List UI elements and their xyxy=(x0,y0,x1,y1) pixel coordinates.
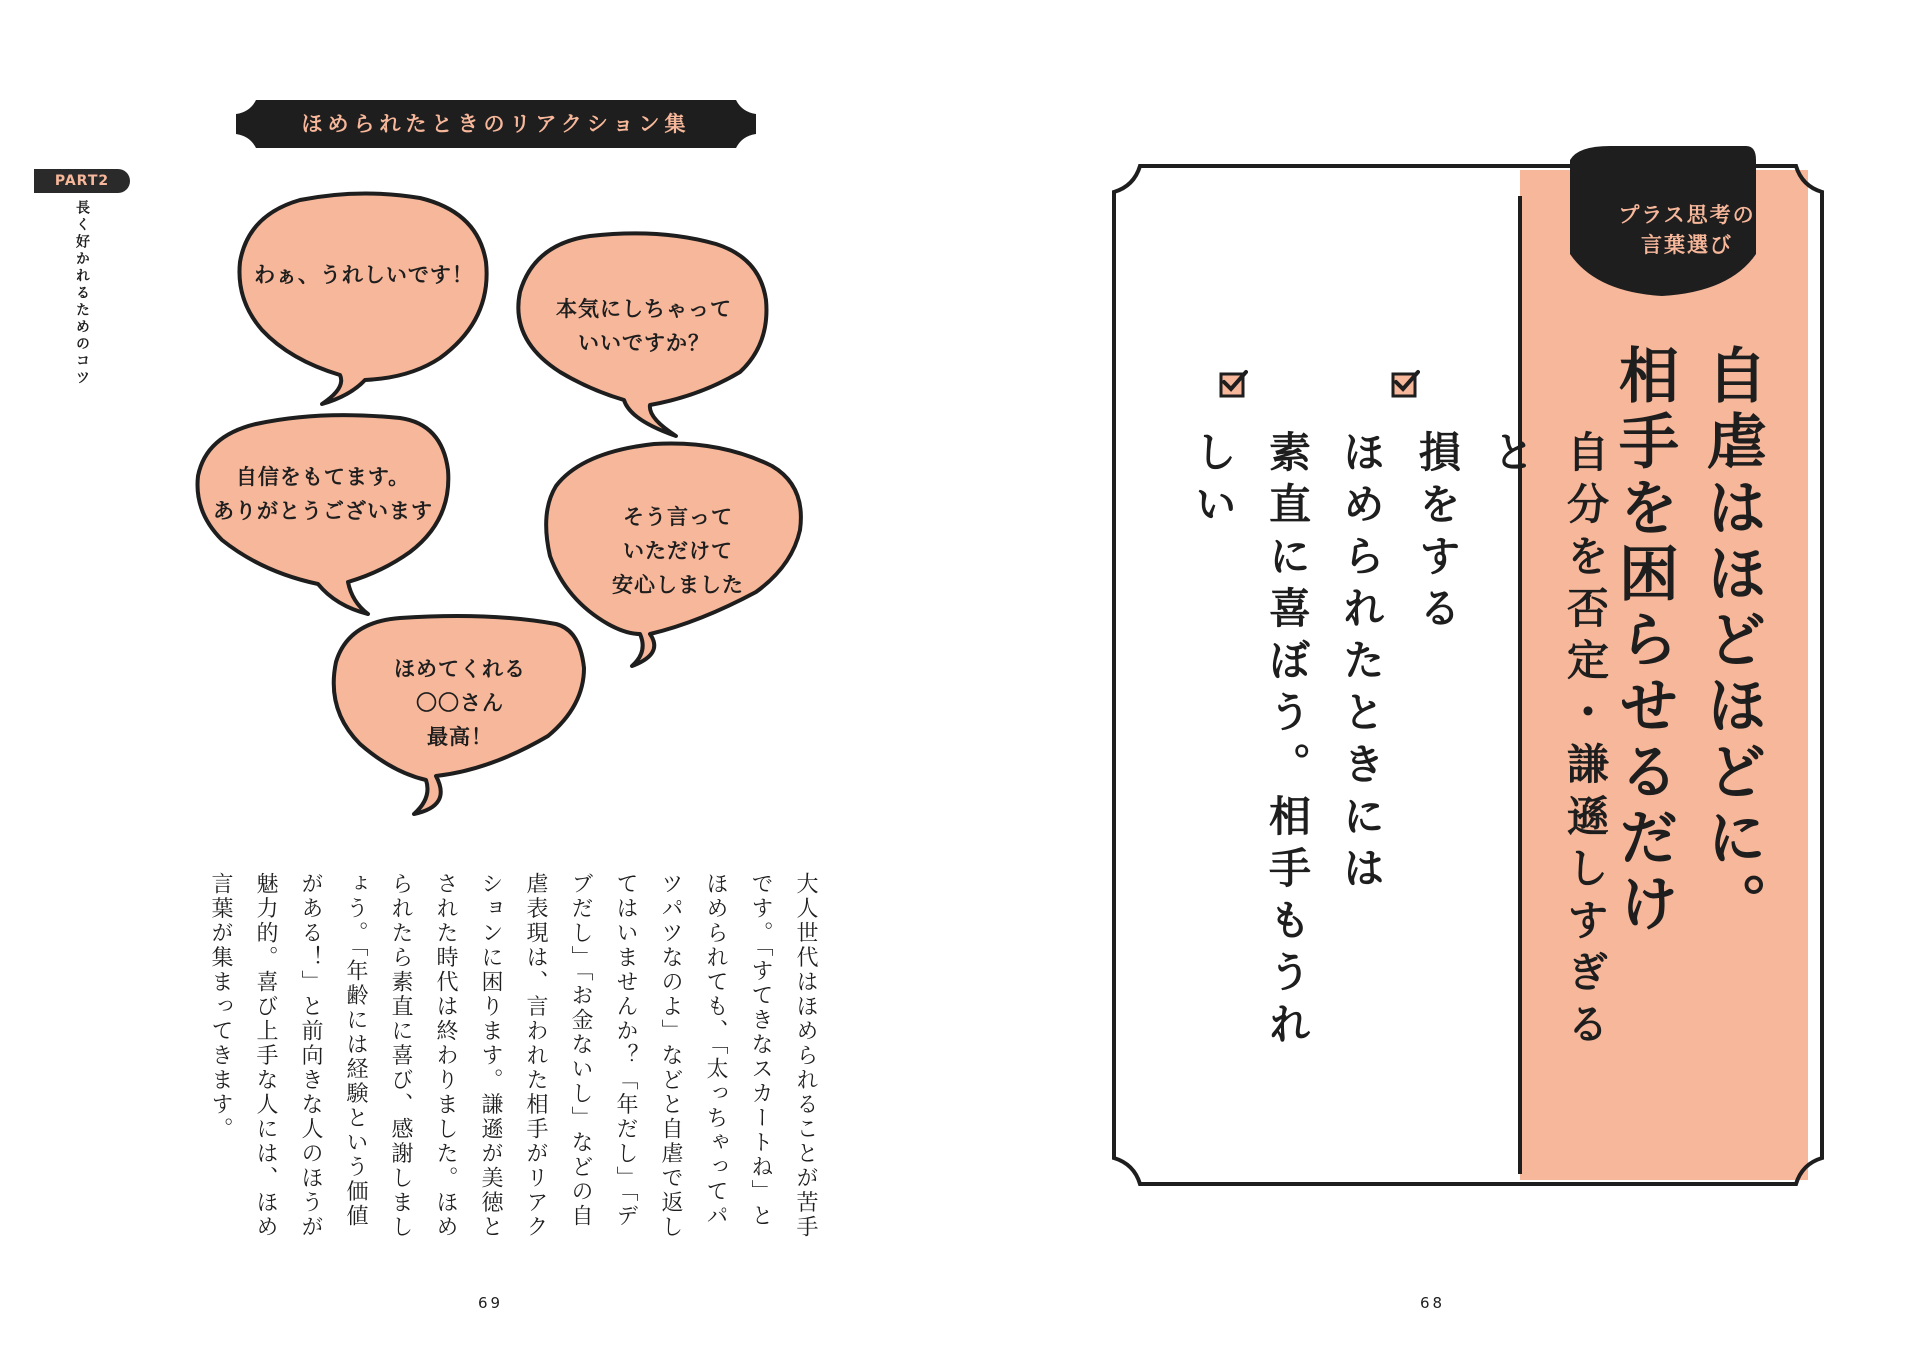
bubble-text-2: 本気にしちゃって いいですか？ xyxy=(556,297,732,355)
headline: 自虐はほどほどに。 相手を困らせるだけ xyxy=(1609,344,1767,938)
section-title: ほめられたときのリアクション集 xyxy=(301,112,691,136)
badge-label: プラス思考の 言葉選び xyxy=(1618,203,1756,257)
point-text-2: ほめられたときには 素直に喜ぼう。相手もうれしい xyxy=(1189,430,1386,1054)
bubble-text-4: そう言って いただけて 安心しました xyxy=(612,505,744,597)
bubble-text-5: ほめてくれる 〇〇さん 最高！ xyxy=(394,657,526,749)
body-text: 大人世代はほめられることが苦手です。「すてきなスカートね」とほめられても、「太っちゃってパツパツなのよ」などと自虐で返してはいませんか？「年だし」「デブだし」「お金ないし」などの自虐表現は、言われた相手がリアクションに困ります。謙遜が美徳とされた時代は終わりました。ほめられたら素直に喜び、感謝しましょう。「年齢には経験という価値がある！」と前向きな人のほうが魅力的。喜び上手な人には、ほめ言葉が集まってきます。 xyxy=(208,872,818,1240)
speech-bubble-1 xyxy=(239,193,486,404)
point-text-1: 自分を否定・謙遜しすぎると 損をする xyxy=(1413,430,1610,1054)
part-badge: PART2 xyxy=(34,169,130,193)
checkbox-checked-icon xyxy=(1218,368,1248,398)
bubble-text-1: わぁ、うれしいです！ xyxy=(254,263,474,287)
page-number-left: 69 xyxy=(478,1294,504,1312)
bubble-text-3: 自信をもてます。 ありがとうございます xyxy=(213,465,433,523)
page-number-right: 68 xyxy=(1420,1294,1446,1312)
checkbox-checked-icon xyxy=(1390,368,1420,398)
part-subtitle: 長く好かれるためのコツ xyxy=(74,200,90,387)
